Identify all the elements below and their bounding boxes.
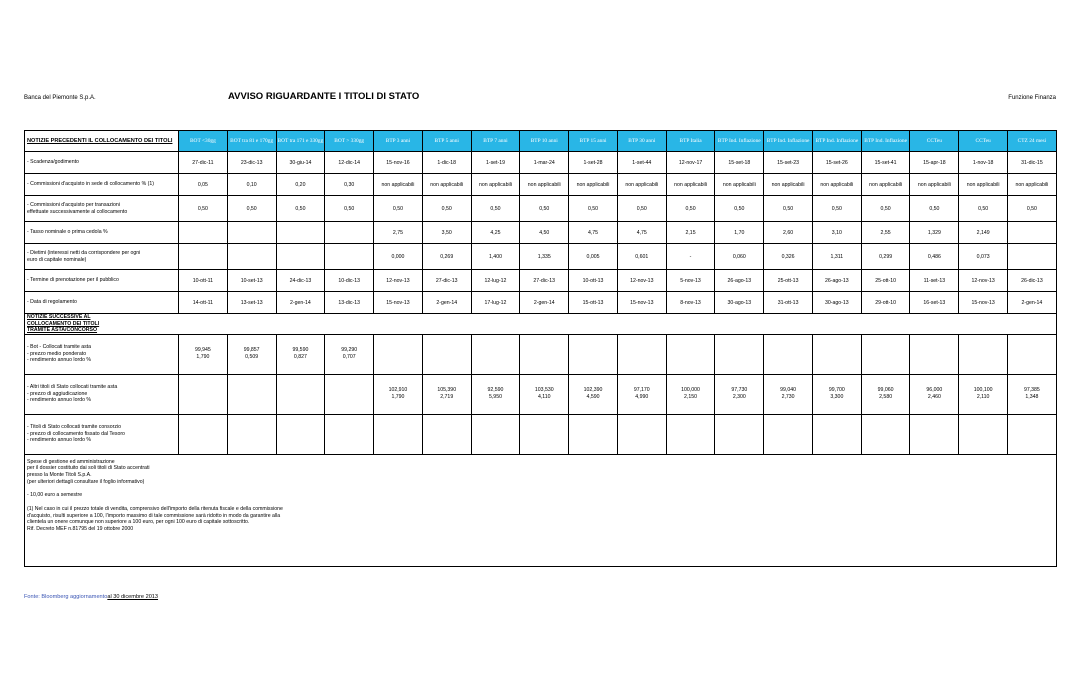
table-cell: 15-ott-13 bbox=[569, 292, 618, 314]
table-cell bbox=[276, 414, 325, 454]
table-cell: 0,50 bbox=[520, 196, 569, 222]
source-label: Fonte: Bloomberg aggiornamento bbox=[24, 594, 108, 600]
row-label: - Scadenza/godimento bbox=[25, 152, 179, 174]
table-cell: - bbox=[666, 244, 715, 270]
table-cell: non applicabili bbox=[910, 174, 959, 196]
table-cell: 15-set-18 bbox=[715, 152, 764, 174]
table-cell: 0,601 bbox=[617, 244, 666, 270]
table-cell bbox=[910, 414, 959, 454]
column-header: BTP Ind. Inflazione bbox=[861, 131, 910, 152]
table-row bbox=[25, 334, 1057, 374]
table-cell: 0,50 bbox=[812, 196, 861, 222]
table-cell: 1-mar-24 bbox=[520, 152, 569, 174]
table-cell: 10-ott-13 bbox=[569, 270, 618, 292]
table-cell bbox=[276, 374, 325, 414]
table-cell bbox=[179, 374, 228, 414]
table-cell: 31-dic-15 bbox=[1008, 152, 1057, 174]
table-cell bbox=[666, 414, 715, 454]
table-cell bbox=[861, 334, 910, 374]
table-cell: 10-dic-13 bbox=[325, 270, 374, 292]
table-cell: 25-ott-10 bbox=[861, 270, 910, 292]
table-cell: 15-apr-18 bbox=[910, 152, 959, 174]
table-cell: 99,857 0,509 bbox=[227, 334, 276, 374]
row-label: - Titoli di Stato collocati tramite consorzio - prezzo di collocamento fissato dal Tesoro - rendimento annuo lordo % bbox=[25, 414, 179, 454]
table-cell: 0,50 bbox=[959, 196, 1008, 222]
table-cell bbox=[1008, 334, 1057, 374]
table-cell: 2-gen-14 bbox=[520, 292, 569, 314]
column-header: BOT tra 171 e 330gg bbox=[276, 131, 325, 152]
table-cell: 30-ago-13 bbox=[812, 292, 861, 314]
section-spacer bbox=[179, 314, 1057, 335]
column-header: CTZ 24 mesi bbox=[1008, 131, 1057, 152]
table-cell bbox=[520, 334, 569, 374]
column-header: BTP Italia bbox=[666, 131, 715, 152]
table-cell: 1-set-44 bbox=[617, 152, 666, 174]
source-date: al 30 dicembre 2013 bbox=[107, 594, 159, 600]
table-cell: 0,50 bbox=[569, 196, 618, 222]
table-cell bbox=[325, 414, 374, 454]
table-cell: 1-dic-18 bbox=[422, 152, 471, 174]
table-cell: 8-nov-13 bbox=[666, 292, 715, 314]
table-cell: 0,50 bbox=[276, 196, 325, 222]
table-cell bbox=[422, 414, 471, 454]
column-header: BOT <30gg bbox=[179, 131, 228, 152]
table-cell bbox=[179, 222, 228, 244]
table-cell: 2,55 bbox=[861, 222, 910, 244]
column-header: BTP Ind. Inflazione bbox=[764, 131, 813, 152]
table-cell: 97,730 2,300 bbox=[715, 374, 764, 414]
row-label: - Commissioni d'acquisto per transazioni effettuate successivamente al collocamento bbox=[25, 196, 179, 222]
column-header: BTP 15 anni bbox=[569, 131, 618, 152]
table-cell: non applicabili bbox=[471, 174, 520, 196]
table-cell: 12-nov-13 bbox=[374, 270, 423, 292]
table-cell: 2-gen-14 bbox=[276, 292, 325, 314]
section-header-row bbox=[25, 314, 1057, 335]
table-cell bbox=[1008, 222, 1057, 244]
table-row bbox=[25, 292, 1057, 314]
table-cell: non applicabili bbox=[666, 174, 715, 196]
table-cell: 15-nov-13 bbox=[374, 292, 423, 314]
table-cell bbox=[227, 414, 276, 454]
table-cell: 15-set-26 bbox=[812, 152, 861, 174]
table-cell bbox=[764, 334, 813, 374]
table-cell: 102,390 4,590 bbox=[569, 374, 618, 414]
table-cell bbox=[861, 414, 910, 454]
table-cell bbox=[374, 414, 423, 454]
column-header: BTP 30 anni bbox=[617, 131, 666, 152]
table-cell: 2,75 bbox=[374, 222, 423, 244]
table-cell: 14-ott-11 bbox=[179, 292, 228, 314]
table-cell: 25-ott-13 bbox=[764, 270, 813, 292]
table-row bbox=[25, 270, 1057, 292]
table-cell: 26-ago-13 bbox=[715, 270, 764, 292]
table-cell: 2,15 bbox=[666, 222, 715, 244]
table-cell: 12-nov-13 bbox=[959, 270, 1008, 292]
table-cell: 15-nov-16 bbox=[374, 152, 423, 174]
table-cell: 96,000 2,460 bbox=[910, 374, 959, 414]
table-cell: 10-ott-11 bbox=[179, 270, 228, 292]
table-cell: 102,910 1,790 bbox=[374, 374, 423, 414]
table-cell: 0,50 bbox=[1008, 196, 1057, 222]
table-cell: 1,329 bbox=[910, 222, 959, 244]
table-cell: non applicabili bbox=[617, 174, 666, 196]
table-cell bbox=[179, 244, 228, 270]
table-cell: 0,05 bbox=[179, 174, 228, 196]
table-cell: 0,50 bbox=[666, 196, 715, 222]
table-cell: 100,100 2,110 bbox=[959, 374, 1008, 414]
table-cell: non applicabili bbox=[1008, 174, 1057, 196]
table-cell bbox=[666, 334, 715, 374]
row-label: - Dietimi (interessi netti da corrispondere per ogni euro di capitale nominale) bbox=[25, 244, 179, 270]
table-cell bbox=[471, 334, 520, 374]
table-cell: 30-ago-13 bbox=[715, 292, 764, 314]
table-cell: 0,269 bbox=[422, 244, 471, 270]
table-cell bbox=[276, 222, 325, 244]
column-header: BOT > 330gg bbox=[325, 131, 374, 152]
table-cell: 0,073 bbox=[959, 244, 1008, 270]
table-cell: 99,945 1,790 bbox=[179, 334, 228, 374]
table-cell: 1-nov-18 bbox=[959, 152, 1008, 174]
table-cell bbox=[227, 222, 276, 244]
table-cell: 1-set-19 bbox=[471, 152, 520, 174]
column-header: BOT tra 81 e 170gg bbox=[227, 131, 276, 152]
table-cell: 99,700 3,300 bbox=[812, 374, 861, 414]
table-cell bbox=[325, 244, 374, 270]
table-cell: 2-gen-14 bbox=[422, 292, 471, 314]
table-cell: 0,50 bbox=[179, 196, 228, 222]
table-cell: 1,70 bbox=[715, 222, 764, 244]
page-title: AVVISO RIGUARDANTE I TITOLI DI STATO bbox=[228, 91, 420, 102]
table-cell: 12-lug-12 bbox=[471, 270, 520, 292]
table-cell: 0,50 bbox=[715, 196, 764, 222]
table-cell: 3,50 bbox=[422, 222, 471, 244]
column-header: BTP 3 anni bbox=[374, 131, 423, 152]
column-header: CCTeu bbox=[959, 131, 1008, 152]
table-cell: 27-dic-13 bbox=[422, 270, 471, 292]
table-cell bbox=[227, 244, 276, 270]
table-cell: 29-ott-10 bbox=[861, 292, 910, 314]
table-cell bbox=[812, 334, 861, 374]
column-header: BTP 7 anni bbox=[471, 131, 520, 152]
table-cell: 92,590 5,950 bbox=[471, 374, 520, 414]
table-cell: non applicabili bbox=[715, 174, 764, 196]
table-cell: 0,50 bbox=[471, 196, 520, 222]
table-cell: 1,335 bbox=[520, 244, 569, 270]
table-cell: non applicabili bbox=[959, 174, 1008, 196]
table-row bbox=[25, 196, 1057, 222]
table-cell: non applicabili bbox=[422, 174, 471, 196]
department-name: Funzione Finanza bbox=[1008, 95, 1056, 101]
table-cell bbox=[569, 414, 618, 454]
table-cell bbox=[959, 334, 1008, 374]
section-after-title: NOTIZIE SUCCESSIVE AL COLLOCAMENTO DEI TITOLI TRAMITE ASTA/CONCORSO bbox=[25, 314, 179, 335]
table-cell: 0,20 bbox=[276, 174, 325, 196]
table-cell: non applicabili bbox=[569, 174, 618, 196]
table-cell: 0,50 bbox=[422, 196, 471, 222]
table-cell bbox=[471, 414, 520, 454]
table-cell: 15-nov-13 bbox=[959, 292, 1008, 314]
table-cell: non applicabili bbox=[520, 174, 569, 196]
table-cell: 27-dic-13 bbox=[520, 270, 569, 292]
table-cell: 16-set-13 bbox=[910, 292, 959, 314]
table-cell bbox=[179, 414, 228, 454]
table-cell: 0,50 bbox=[617, 196, 666, 222]
table-cell: 0,50 bbox=[764, 196, 813, 222]
table-row bbox=[25, 374, 1057, 414]
table-cell: 27-dic-11 bbox=[179, 152, 228, 174]
table-cell: 3,10 bbox=[812, 222, 861, 244]
table-row bbox=[25, 152, 1057, 174]
table-cell: non applicabili bbox=[812, 174, 861, 196]
table-cell: 99,590 0,827 bbox=[276, 334, 325, 374]
row-label: - Altri titoli di Stato collocati tramite asta - prezzo di aggiudicazione - rendimento annuo lordo % bbox=[25, 374, 179, 414]
source-footer bbox=[24, 594, 158, 600]
table-header-row bbox=[25, 131, 1057, 152]
securities-table bbox=[24, 130, 1057, 567]
table-row bbox=[25, 222, 1057, 244]
table-cell bbox=[1008, 414, 1057, 454]
table-cell: 1,400 bbox=[471, 244, 520, 270]
table-cell: 26-dic-13 bbox=[1008, 270, 1057, 292]
table-cell: 0,299 bbox=[861, 244, 910, 270]
table-cell: 10-set-13 bbox=[227, 270, 276, 292]
table-cell bbox=[715, 334, 764, 374]
table-cell: 12-nov-17 bbox=[666, 152, 715, 174]
table-cell: 99,060 2,580 bbox=[861, 374, 910, 414]
table-cell: 1-set-28 bbox=[569, 152, 618, 174]
table-cell: 4,50 bbox=[520, 222, 569, 244]
table-cell: 0,10 bbox=[227, 174, 276, 196]
table-cell bbox=[325, 222, 374, 244]
table-cell: 0,50 bbox=[227, 196, 276, 222]
table-cell: 15-set-23 bbox=[764, 152, 813, 174]
table-cell: 0,486 bbox=[910, 244, 959, 270]
row-label: - Bot - Collocati tramite asta - prezzo medio ponderato - rendimento annuo lordo % bbox=[25, 334, 179, 374]
column-header: BTP 5 anni bbox=[422, 131, 471, 152]
table-cell bbox=[569, 334, 618, 374]
column-header: BTP Ind. Inflazione bbox=[715, 131, 764, 152]
table-cell: 105,390 2,719 bbox=[422, 374, 471, 414]
table-cell bbox=[1008, 244, 1057, 270]
table-cell: 4,25 bbox=[471, 222, 520, 244]
table-cell bbox=[715, 414, 764, 454]
column-header: BTP Ind. Inflazione bbox=[812, 131, 861, 152]
bank-name: Banca del Piemonte S.p.A. bbox=[24, 95, 96, 101]
table-cell: 11-set-13 bbox=[910, 270, 959, 292]
table-cell bbox=[617, 414, 666, 454]
table-cell: non applicabili bbox=[374, 174, 423, 196]
table-cell bbox=[422, 334, 471, 374]
table-cell: 13-dic-13 bbox=[325, 292, 374, 314]
table-cell: 4,75 bbox=[569, 222, 618, 244]
table-cell: 0,005 bbox=[569, 244, 618, 270]
table-cell: 0,50 bbox=[910, 196, 959, 222]
table-cell bbox=[910, 334, 959, 374]
table-cell: non applicabili bbox=[764, 174, 813, 196]
table-cell: 0,50 bbox=[325, 196, 374, 222]
table-cell: 0,50 bbox=[861, 196, 910, 222]
table-cell: 12-nov-13 bbox=[617, 270, 666, 292]
table-cell: 2-gen-14 bbox=[1008, 292, 1057, 314]
table-cell: 0,060 bbox=[715, 244, 764, 270]
table-row bbox=[25, 174, 1057, 196]
table-cell: 30-giu-14 bbox=[276, 152, 325, 174]
table-cell: 26-ago-13 bbox=[812, 270, 861, 292]
table-cell: 0,000 bbox=[374, 244, 423, 270]
table-cell bbox=[227, 374, 276, 414]
table-cell: 99,040 2,730 bbox=[764, 374, 813, 414]
table-cell bbox=[617, 334, 666, 374]
notes-row bbox=[25, 454, 1057, 566]
table-cell: 15-set-41 bbox=[861, 152, 910, 174]
table-cell: 1,311 bbox=[812, 244, 861, 270]
table-cell bbox=[520, 414, 569, 454]
table-cell: 13-set-13 bbox=[227, 292, 276, 314]
table-cell: 5-nov-13 bbox=[666, 270, 715, 292]
column-header: CCTeu bbox=[910, 131, 959, 152]
table-cell: non applicabili bbox=[861, 174, 910, 196]
table-cell: 99,290 0,707 bbox=[325, 334, 374, 374]
table-cell: 0,50 bbox=[374, 196, 423, 222]
notes-text: Spese di gestione ed amministrazione per il dossier costituito dai soli titoli di Stato accentrati presso la Monte Titoli S.p.A. (per ulteriori dettagli consultare il foglio informativo) - 10,00 euro a semestre (1) Nel caso in cui il prezzo totale di vendita, comprensivo dell'importo della ritenuta fiscale e della commissione d'acquisto, risulti superiore a 100, l'importo massimo di tale commissione sarà ridotto in modo da garantire alla clientela un onere comunque non superiore a 100 euro, per ogni 100 euro di capitale sottoscritto. Rif. Decreto MEF n.81795 del 19 ottobre 2000 bbox=[25, 454, 1057, 566]
table-cell: 24-dic-13 bbox=[276, 270, 325, 292]
table-cell: 31-ott-13 bbox=[764, 292, 813, 314]
section-before-title: NOTIZIE PRECEDENTI IL COLLOCAMENTO DEI TITOLI bbox=[25, 131, 179, 152]
row-label: - Termine di prenotazione per il pubblico bbox=[25, 270, 179, 292]
table-cell bbox=[374, 334, 423, 374]
row-label: - Data di regolamento bbox=[25, 292, 179, 314]
table-cell: 0,30 bbox=[325, 174, 374, 196]
table-cell: 15-nov-13 bbox=[617, 292, 666, 314]
table-cell: 97,385 1,348 bbox=[1008, 374, 1057, 414]
table-cell: 97,170 4,990 bbox=[617, 374, 666, 414]
table-cell: 12-dic-14 bbox=[325, 152, 374, 174]
row-label: - Tasso nominale o prima cedola % bbox=[25, 222, 179, 244]
table-cell bbox=[812, 414, 861, 454]
table-cell: 17-lug-12 bbox=[471, 292, 520, 314]
row-label: - Commissioni d'acquisto in sede di collocamento % (1) bbox=[25, 174, 179, 196]
table-cell: 2,149 bbox=[959, 222, 1008, 244]
table-cell bbox=[276, 244, 325, 270]
table-cell: 23-dic-13 bbox=[227, 152, 276, 174]
table-cell: 2,60 bbox=[764, 222, 813, 244]
table-row bbox=[25, 414, 1057, 454]
table-cell bbox=[959, 414, 1008, 454]
table-cell: 100,000 2,150 bbox=[666, 374, 715, 414]
table-cell bbox=[325, 374, 374, 414]
table-cell: 4,75 bbox=[617, 222, 666, 244]
table-row bbox=[25, 244, 1057, 270]
column-header: BTP 10 anni bbox=[520, 131, 569, 152]
table-cell bbox=[764, 414, 813, 454]
table-cell: 103,530 4,110 bbox=[520, 374, 569, 414]
table-cell: 0,326 bbox=[764, 244, 813, 270]
